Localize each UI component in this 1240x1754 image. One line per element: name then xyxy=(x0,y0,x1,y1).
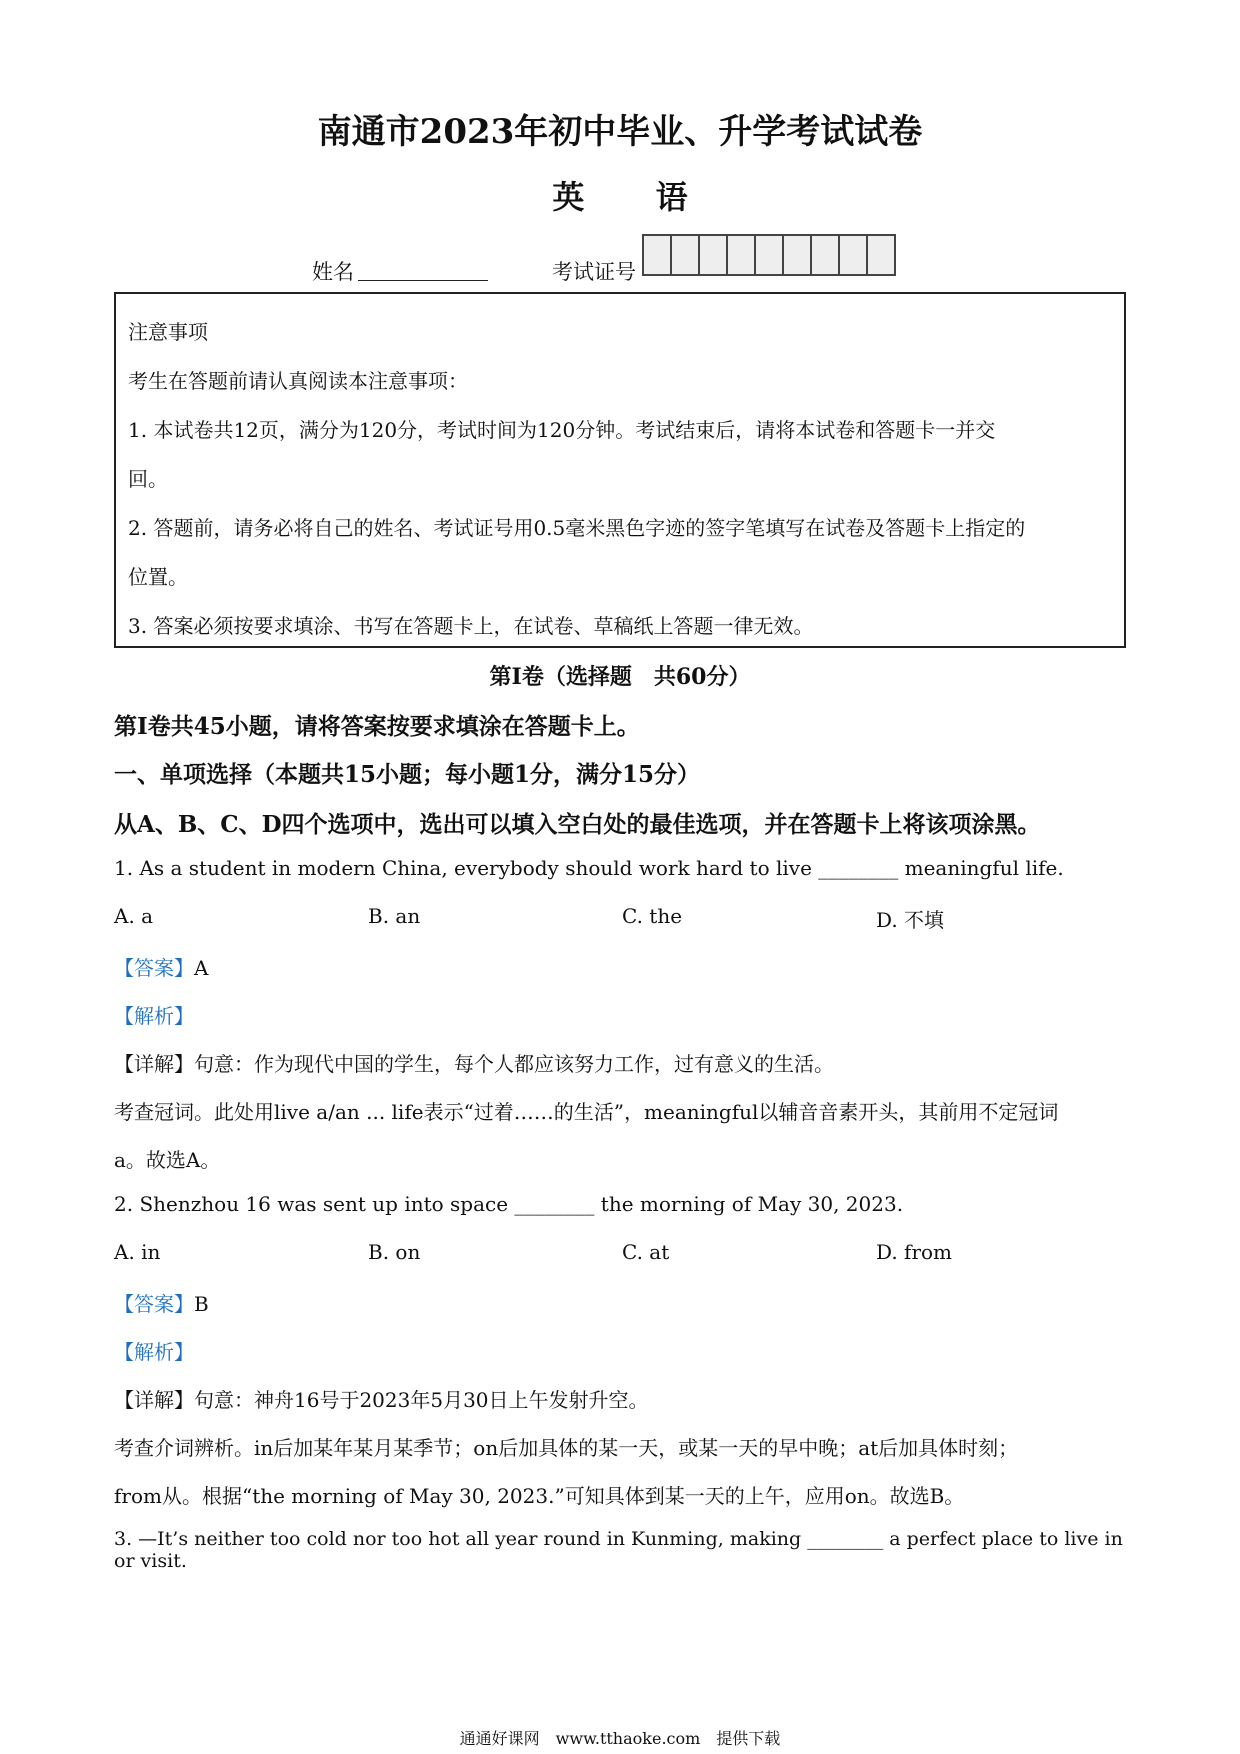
question-2-stem: 2. Shenzhou 16 was sent up into space ________ the morning of May 30, 2023. xyxy=(114,1192,904,1216)
question-2-analysis-tag: 【解析】 xyxy=(114,1340,194,1364)
option-c: C. the xyxy=(622,904,683,928)
answer-value: B xyxy=(194,1292,209,1316)
exam-id-box xyxy=(866,234,896,276)
notice-intro: 考生在答题前请认真阅读本注意事项： xyxy=(128,369,468,393)
notice-title: 注意事项 xyxy=(128,320,208,344)
page-footer: 通通好课网 www.tthaoke.com 提供下载 xyxy=(459,1729,781,1748)
exam-id-box xyxy=(754,234,784,276)
notice-item-1-cont: 回。 xyxy=(128,467,168,491)
question-3-stem: 3. —It’s neither too cold nor too hot all year round in Kunming, making ________ a perfect place to live in or visit. xyxy=(114,1528,1123,1572)
question-1-analysis-tag: 【解析】 xyxy=(114,1004,194,1028)
question-2-answer xyxy=(114,1288,1134,1317)
option-c: C. at xyxy=(622,1240,670,1264)
exam-id-box xyxy=(726,234,756,276)
exam-id-label: 考试证号 xyxy=(552,260,636,284)
name-field xyxy=(358,280,488,281)
option-d: D. 不填 xyxy=(876,908,945,932)
question-1-stem: 1. As a student in modern China, everybody should work hard to live ________ meaningful life. xyxy=(114,856,1064,880)
directions: 从A、B、C、D四个选项中，选出可以填入空白处的最佳选项，并在答题卡上将该项涂黑。 xyxy=(114,811,1041,838)
option-d: D. from xyxy=(876,1240,953,1264)
question-2-options xyxy=(114,1240,1134,1264)
exam-title: 南通市2023年初中毕业、升学考试试卷 xyxy=(317,112,923,152)
question-1-explain-1: 考查冠词。此处用live a/an ... life表示“过着……的生活”，meaningful以辅音音素开头，其前用不定冠词 xyxy=(114,1100,1059,1124)
exam-id-box xyxy=(642,234,672,276)
section-instruction: 第I卷共45小题，请将答案按要求填涂在答题卡上。 xyxy=(114,713,640,740)
question-1-detail: 【详解】句意：作为现代中国的学生，每个人都应该努力工作，过有意义的生活。 xyxy=(114,1052,834,1076)
option-a: A. in xyxy=(114,1240,161,1264)
subject-title: 英 语 xyxy=(552,178,718,216)
question-2-detail: 【详解】句意：神舟16号于2023年5月30日上午发射升空。 xyxy=(114,1388,649,1412)
exam-id-box xyxy=(838,234,868,276)
question-1-explain-2: a。故选A。 xyxy=(114,1148,221,1172)
answer-tag: 【答案】 xyxy=(114,1292,194,1316)
question-2-explain-2: from从。根据“the morning of May 30, 2023.”可知具体到某一天的上午，应用on。故选B。 xyxy=(114,1484,965,1508)
exam-id-box xyxy=(698,234,728,276)
notice-item-3: 3. 答案必须按要求填涂、书写在答题卡上，在试卷、草稿纸上答题一律无效。 xyxy=(128,614,814,638)
exam-id-box xyxy=(782,234,812,276)
notice-box xyxy=(114,292,1126,648)
option-b: B. an xyxy=(368,904,421,928)
part-title: 一、单项选择（本题共15小题；每小题1分，满分15分） xyxy=(114,761,701,788)
question-1-answer xyxy=(114,952,1134,981)
name-label: 姓名 xyxy=(312,260,354,284)
option-b: B. on xyxy=(368,1240,421,1264)
notice-item-1: 1. 本试卷共12页，满分为120分，考试时间为120分钟。考试结束后，请将本试卷和答题卡一并交 xyxy=(128,418,996,442)
question-1-options xyxy=(114,904,1134,933)
exam-id-boxes xyxy=(642,234,894,276)
exam-id-box xyxy=(670,234,700,276)
notice-item-2-cont: 位置。 xyxy=(128,565,188,589)
answer-tag: 【答案】 xyxy=(114,956,194,980)
option-a: A. a xyxy=(114,904,154,928)
answer-value: A xyxy=(194,956,209,980)
exam-id-box xyxy=(810,234,840,276)
notice-item-2: 2. 答题前，请务必将自己的姓名、考试证号用0.5毫米黑色字迹的签字笔填写在试卷及答题卡上指定的 xyxy=(128,516,1026,540)
question-2-explain-1: 考查介词辨析。in后加某年某月某季节；on后加具体的某一天，或某一天的早中晚；at后加具体时刻； xyxy=(114,1436,1019,1460)
section-heading: 第I卷（选择题 共60分） xyxy=(489,664,751,690)
